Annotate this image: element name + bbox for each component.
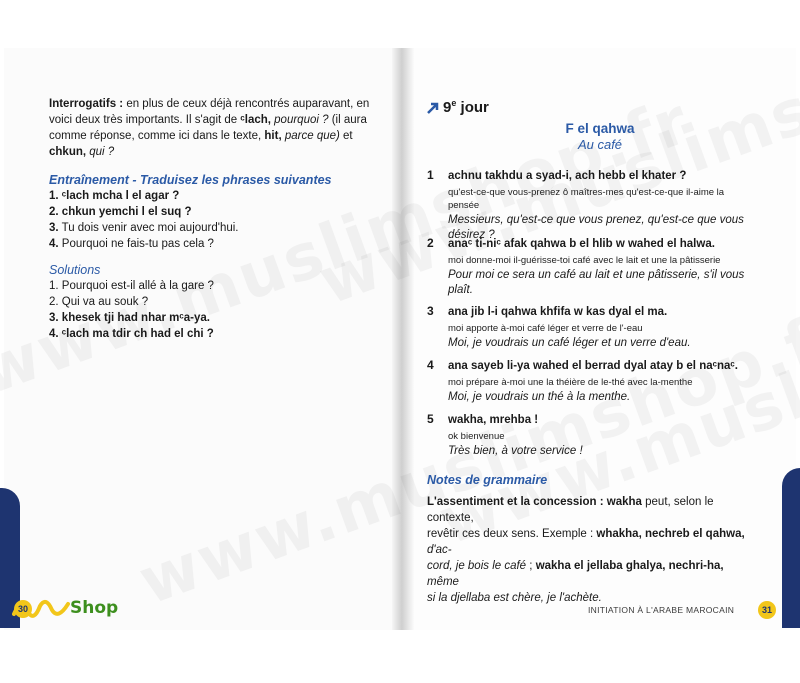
running-footer: INITIATION À L'ARABE MAROCAIN — [588, 605, 735, 615]
intro-paragraph: Interrogatifs : en plus de ceux déjà rencontrés auparavant, en voici deux très importants. Il s'agit de ᶜlach, pourquoi ? (il aura comme réponse, comme ici dans le texte, hit, parce que) et chkun, qui ? — [49, 98, 370, 158]
solutions-heading: Solutions — [49, 263, 101, 277]
lesson-subtitle: Au café — [577, 137, 623, 152]
solutions-list — [49, 278, 214, 342]
lesson-title: F el qahwa — [565, 121, 635, 136]
page-number-right: 31 — [758, 601, 776, 619]
lesson-title-block — [540, 120, 660, 153]
arrow-up-right-icon — [426, 101, 440, 115]
list-item: 4. ᶜlach ma tdir ch had el chi ? — [49, 328, 214, 340]
list-item: 3. Tu dois venir avec moi aujourd'hui. — [49, 222, 239, 234]
list-item: 1. Pourquoi est-il allé à la gare ? — [49, 280, 214, 292]
grammar-notes-heading: Notes de grammaire — [427, 473, 548, 487]
list-item: 2. Qui va au souk ? — [49, 296, 149, 308]
page-number-left: 30 — [14, 600, 32, 618]
shop-logo: Shop — [12, 596, 132, 622]
exercise-list — [49, 188, 239, 252]
list-item: 1. ᶜlach mcha l el agar ? — [49, 190, 180, 202]
right-blue-band — [782, 468, 800, 628]
list-item: 2. chkun yemchi l el suq ? — [49, 206, 192, 218]
list-item: 3. khesek tji had nhar mᶜa-ya. — [49, 312, 210, 324]
list-item: 4. Pourquoi ne fais-tu pas cela ? — [49, 238, 214, 250]
book-gutter — [392, 48, 414, 630]
grammar-notes-paragraph: L'assentiment et la concession : wakha peut, selon le contexte, revêtir ces deux sens. Exemple : whakha, nechreb el qahwa, d'ac- cord, je bois le café ; wakha el jellaba ghalya, nechri-ha, même si la djellaba est chère, je l'achète. — [427, 496, 745, 604]
exercise-heading: Entraînement - Traduisez les phrases suivantes — [49, 173, 332, 187]
